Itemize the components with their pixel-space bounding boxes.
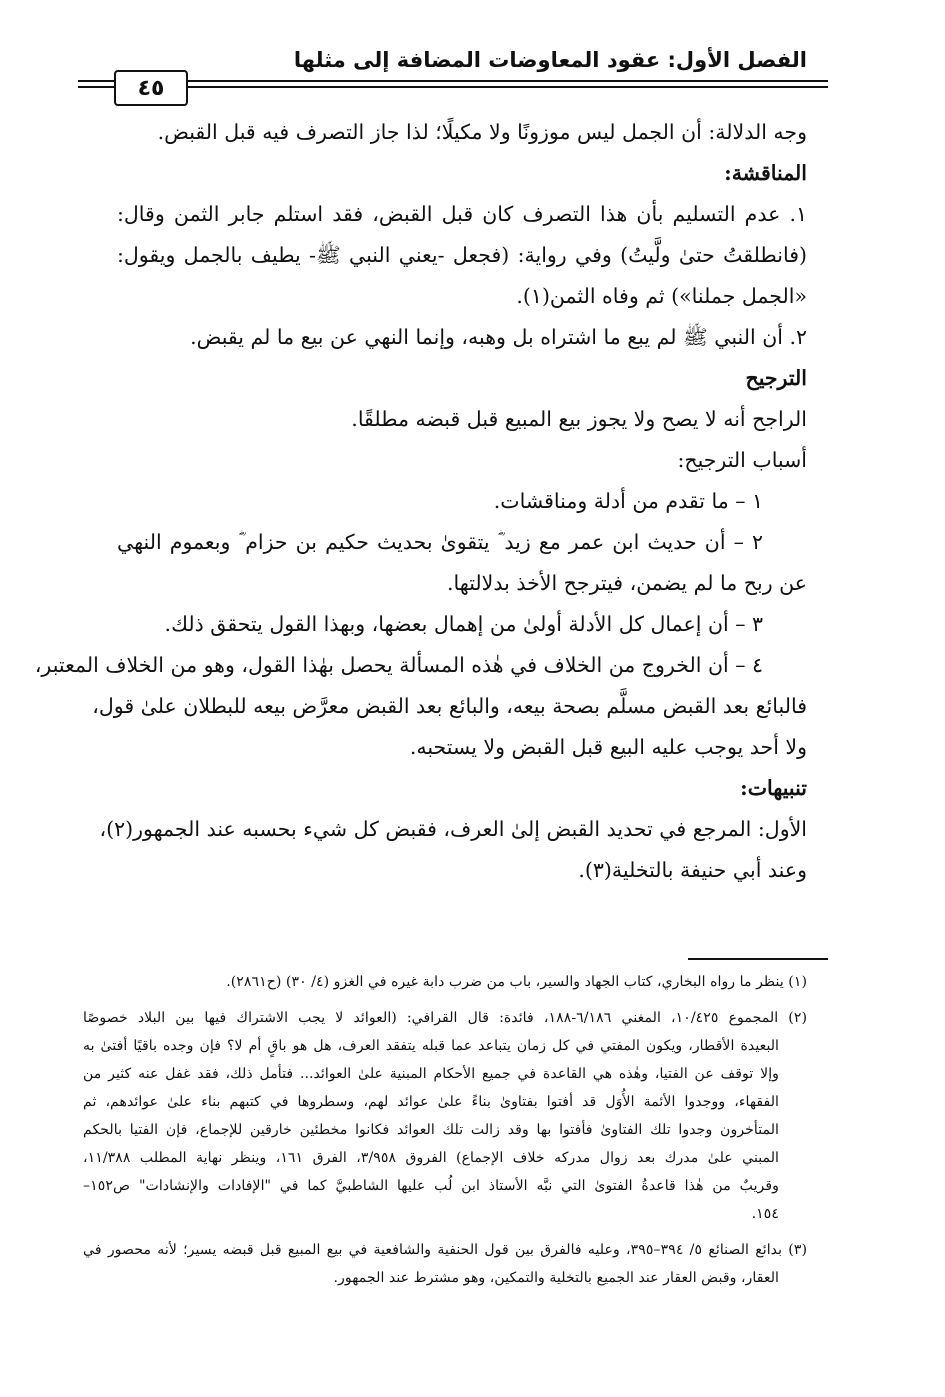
header-rule-top (115, 80, 828, 82)
text-line: ٢. أن النبي ﷺ لم يبع ما اشتراه بل وهبه، وإنما النهي عن بيع ما لم يقبض. (190, 325, 807, 349)
footnote-2-line: ١٥٤. (751, 1206, 779, 1222)
section-heading: تنبيهات: (740, 776, 807, 800)
page-number: ٤٥ (114, 70, 188, 106)
main-text (34, 112, 807, 891)
footnotes (83, 968, 807, 1292)
footnote-2: (٢) المجموع ١٠/٤٢٥، المغني ٦/١٨٦-١٨٨، فائدة: قال القرافي: (العوائد لا يجب الاشتراك فيها بين البلاد خصوصًا (83, 1010, 807, 1026)
footnote-2-line: المتأخرون وجدوا تلك الفتاوىٰ فأفتوا بها وقد زالت تلك العوائد فكانوا مخطئين خارقين للإجماع، فإن الفتيا بالحكم (83, 1122, 779, 1138)
text-line: ولا أحد يوجب عليه البيع قبل القبض ولا يستحبه. (409, 735, 807, 759)
text-line: (فانطلقتُ حتىٰ ولَّيتُ) وفي رواية: (فجعل -يعني النبي ﷺ- يطيف بالجمل ويقول: (117, 243, 807, 267)
footnote-3-line: العقار، وقبض العقار عند الجميع بالتخلية والتمكين، وهو مشترط عند الجمهور. (333, 1270, 779, 1286)
list-item: ٢ – أن حديث ابن عمر مع زيد ؓ يتقوىٰ بحديث حكيم بن حزام ؓ وبعموم النهي (117, 530, 763, 554)
text-line: ١. عدم التسليم بأن هذا التصرف كان قبل القبض، فقد استلم جابر الثمن وقال: (117, 202, 807, 226)
running-header: الفصل الأول: عقود المعاوضات المضافة إلى مثلها (293, 48, 807, 72)
footnote-2-line: البعيدة الأقطار، ويكون المفتي في كل زمان يتباعد عما قبله يتفقد العرف، هل هو باقٍ أم لا؟ فإن وجده باقيًا أفتىٰ به (83, 1038, 779, 1054)
header-rule-left-bottom (78, 86, 118, 88)
text-line: وعند أبي حنيفة بالتخلية(٣). (578, 858, 807, 882)
text-line: وجه الدلالة: أن الجمل ليس موزونًا ولا مكيلًا؛ لذا جاز التصرف فيه قبل القبض. (157, 120, 807, 144)
section-heading: الترجيح (745, 366, 807, 390)
list-item: ١ – ما تقدم من أدلة ومناقشات. (493, 489, 763, 513)
section-heading: المناقشة: (724, 161, 807, 185)
footnote-1: (١) ينظر ما رواه البخاري، كتاب الجهاد والسير، باب من ضرب دابة غيره في الغزو (٤/ ٣٠) (ح٢٨٦١). (226, 974, 807, 990)
header-rule-left-top (78, 80, 118, 82)
text-line: أسباب الترجيح: (677, 448, 807, 472)
list-item: ٣ – أن إعمال كل الأدلة أولىٰ من إهمال بعضها، وبهذا القول يتحقق ذلك. (164, 612, 763, 636)
text-line: «الجمل جملنا») ثم وفاه الثمن(١). (516, 284, 807, 308)
text-line: فالبائع بعد القبض مسلَّم بصحة بيعه، والبائع بعد القبض معرَّض بيعه للبطلان علىٰ قول، (92, 694, 807, 718)
footnote-3: (٣) بدائع الصنائع ٥/ ٣٩٤–٣٩٥، وعليه فالفرق بين قول الحنفية والشافعية في بيع المبيع قبل قبضه يسير؛ لأنه محصور في (83, 1242, 807, 1258)
footnote-2-line: وإلا توقف عن الفتيا، وهٰذه هي القاعدة في جميع الأحكام المبنية علىٰ العوائد... فتأمل ذلك، فقد غفل عنه كثير من (83, 1066, 779, 1082)
footnote-2-line: وقريبٌ من هٰذا قاعدةُ الفتوىٰ التي نبَّه الأستاذ ابن لُب عليها الشاطبيَّ كما في "الإفادات والإنشادات" ص١٥٢– (83, 1178, 779, 1194)
footnote-separator (688, 958, 828, 960)
footnote-2-line: الفقهاء، ووجدوا الأئمة الأُوَل قد أفتوا بفتاوىٰ بناءً علىٰ عوائد لهم، وسطروها في كتبهم بناء علىٰ عوائدهم، ثم (83, 1094, 779, 1110)
footnote-2-line: المبني علىٰ مدرك بعد زوال مدركه خلاف الإجماع) الفروق ٣/٩٥٨، الفرق ١٦١، وينظر نهاية المطلب ١١/٣٨٨، (83, 1150, 779, 1166)
text-line: الأول: المرجع في تحديد القبض إلىٰ العرف، فقبض كل شيء بحسبه عند الجمهور(٢)، (99, 817, 807, 841)
list-item: ٤ – أن الخروج من الخلاف في هٰذه المسألة يحصل بهٰذا القول، وهو من الخلاف المعتبر، (34, 653, 763, 677)
text-line: عن ربح ما لم يضمن، فيترجح الأخذ بدلالتها. (447, 571, 807, 595)
header-rule-bottom (115, 86, 828, 88)
text-line: الراجح أنه لا يصح ولا يجوز بيع المبيع قبل قبضه مطلقًا. (351, 407, 807, 431)
